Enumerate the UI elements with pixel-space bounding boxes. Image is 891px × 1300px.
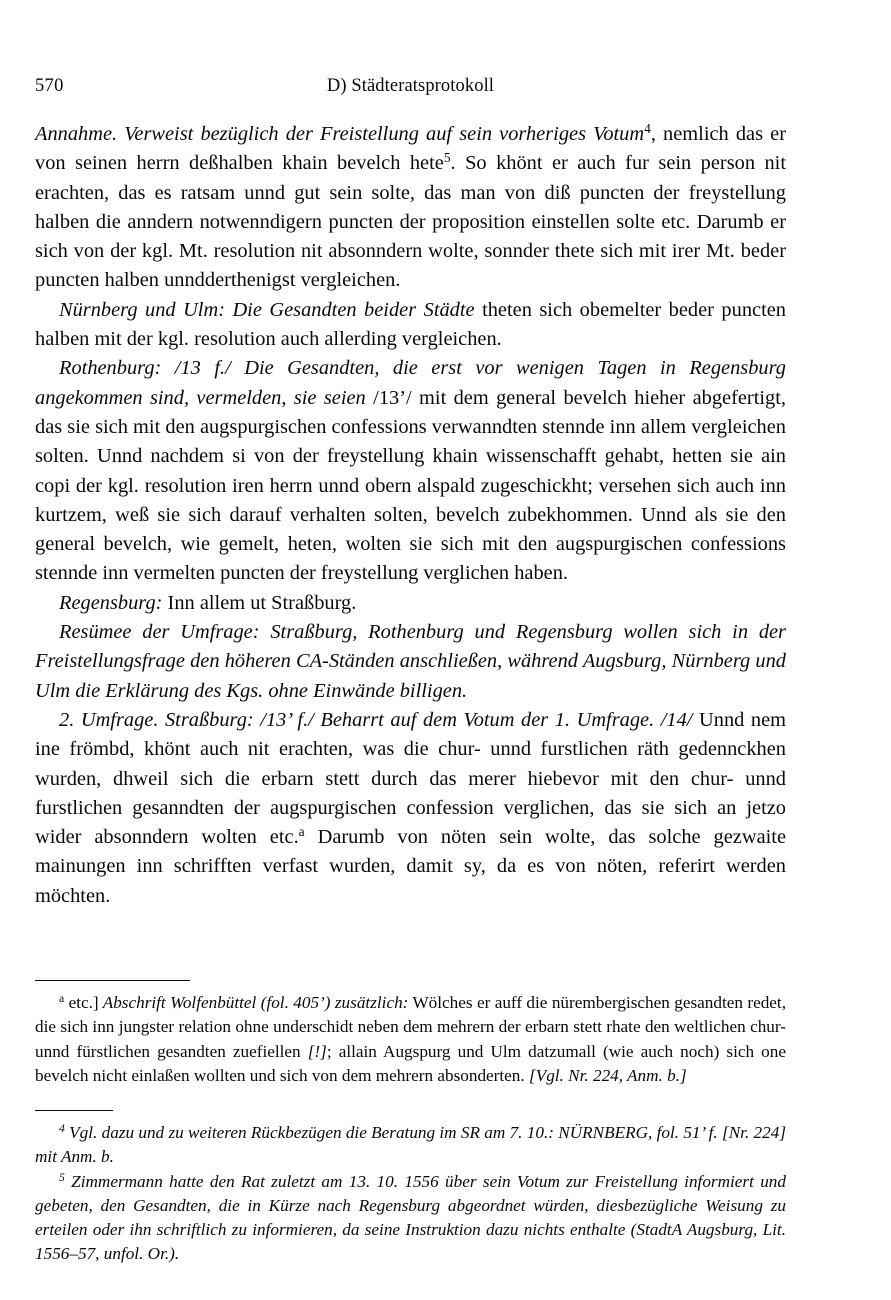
footnote-rule-lettered — [35, 980, 190, 981]
paragraph-zweite-umfrage — [35, 706, 786, 911]
paragraph-rothenburg — [35, 354, 786, 588]
footnote-marker-a[interactable]: a — [298, 824, 305, 840]
footnote-a-source: Abschrift Wolfenbüttel (fol. 405’) zusätzlich: — [98, 993, 409, 1012]
paragraph-nuernberg-ulm-text: theten sich obemelter beder puncten halben mit der kgl. resolution auch allerding vergleichen. — [35, 298, 786, 351]
footnote-a — [35, 991, 786, 1088]
paragraph-rothenburg-text: /13’/ mit dem general bevelch hieher abgefertigt, das sie sich mit den augspurgischen confessions verwanndten stennde inn allem vergleichen solten. Unnd nachdem si von der freystellung khain wissenschafft gehabt, hetten sie ain copi der kgl. resolution iren herrn unnd obern alspald zugeschickht; versehen sich auch inn kurtzem, weß sie sich darauf verhalten solten, bevelch zubekhommen. Unnd als sie den general bevelch, wie gemelt, heten, wolten sie sich mit den augspurgischen confessions stennde inn vermelten puncten der freystellung verglichen haben. — [35, 386, 787, 585]
running-head-title: D) Städteratsprotokoll — [326, 76, 495, 96]
speaker-label-annahme: Annahme. Verweist bezüglich der Freistellung auf sein vorheriges Votum — [35, 123, 645, 145]
body-text — [35, 120, 786, 911]
paragraph-annahme-text-2: . So khönt er auch fur sein person nit erachten, das es ratsam unnd gut sein solte, das man von diß puncten der freystellung halben die anndern notwenndigern puncten der proposition einstellen solte etc. Darumb er sich von der kgl. Mt. resolution nit absonndern wolte, sonnder thete sich mit irer Mt. beder puncten halben unndderthenigst vergleichen. — [35, 152, 786, 292]
paragraph-regensburg — [35, 589, 786, 618]
footnote-a-sic-marker: [!] — [307, 1041, 327, 1061]
footnote-4 — [35, 1121, 786, 1170]
footnote-a-marker: a — [59, 992, 65, 1006]
document-page — [35, 0, 786, 1300]
paragraph-resuemee: Resümee der Umfrage: Straßburg, Rothenburg und Regensburg wollen sich in der Freistellungsfrage den höheren CA-Ständen anschließen, während Augsburg, Nürnberg und Ulm die Erklärung des Kgs. ohne Einwände billigen. — [35, 621, 786, 702]
footnote-marker-5[interactable]: 5 — [443, 150, 451, 166]
paragraph-zweite-umfrage-text-2: Darumb von nöten sein wolte, das solche gezwaite mainungen inn schrifften verfast wurden, damit sy, da es von nöten, referirt werden möchten. — [35, 826, 786, 907]
footnote-block-numbered — [35, 1110, 786, 1267]
speaker-label-nuernberg-ulm: Nürnberg und Ulm: Die Gesandten beider Städte — [59, 298, 475, 321]
footnote-a-body-tail: ; allain Augspurg und Ulm datzumall (wie auch noch) sich one bevelch nicht einlaßen wollten und sich von dem mehrern absonderten. — [35, 1041, 786, 1085]
speaker-label-rothenburg: Rothenburg: /13 f./ Die Gesandten, die erst vor wenigen Tagen in Regensburg angekommen sind, vermelden, sie seien — [35, 357, 786, 409]
footnote-a-body: Wölches er auff die nürembergischen gesandten redet, die sich inn jungster relation ohne underschidt neben dem mehrern der erbarn stett rhate den weltlichen chur- unnd fürstlichen gesandten zuefiellen — [35, 993, 786, 1061]
running-head — [35, 74, 786, 98]
footnote-a-lemma: etc.] — [64, 993, 99, 1012]
footnote-5-marker: 5 — [59, 1170, 65, 1184]
paragraph-nuernberg-ulm — [35, 296, 786, 355]
paragraph-annahme-text-1: , nemlich das er von seinen herrn deßhalben khain bevelch hete — [35, 123, 786, 175]
speaker-label-zweite-umfrage: 2. Umfrage. Straßburg: /13’ f./ Beharrt auf dem Votum der 1. Umfrage. /14/ — [59, 708, 693, 731]
paragraph-zweite-umfrage-text-1: Unnd nem ine frömbd, khönt auch nit erachten, was die chur- unnd furstlichen räth gedennckhen wurden, dhweil sich die erbarn stett durch das merer hiebevor mit den chur- unnd furstlichen gesanndten der augspurgischen confession verglichen, das sie sich an jetzo wider absonndern wolten etc. — [35, 708, 786, 849]
footnote-rule-numbered — [35, 1110, 113, 1111]
footnote-block-lettered — [35, 980, 786, 1088]
speaker-label-regensburg: Regensburg: — [59, 591, 163, 614]
paragraph-annahme — [35, 120, 786, 296]
footnote-5-text: Zimmermann hatte den Rat zuletzt am 13. 10. 1556 über sein Votum zur Freistellung informiert und gebeten, den Gesandten, die in Kürze nach Regensburg abgeordnet würden, diesbezügliche Weisung zu erteilen oder ihn schriftlich zu informieren, da seine Instruktion dazu nichts enthalte (StadtA Augsburg, Lit. 1556–57, unfol. Or.). — [35, 1171, 786, 1264]
footnote-5 — [35, 1170, 786, 1267]
footnote-marker-4[interactable]: 4 — [644, 121, 651, 136]
paragraph-regensburg-text: Inn allem ut Straßburg. — [162, 591, 357, 614]
footnote-4-marker: 4 — [59, 1122, 65, 1136]
footnote-4-text: Vgl. dazu und zu weiteren Rückbezügen die Beratung im SR am 7. 10.: NÜRNBERG, fol. 51’ f. [Nr. 224] mit Anm. b. — [35, 1123, 787, 1167]
footnote-a-crossref: [Vgl. Nr. 224, Anm. b.] — [529, 1065, 687, 1085]
page-number: 570 — [35, 76, 64, 96]
